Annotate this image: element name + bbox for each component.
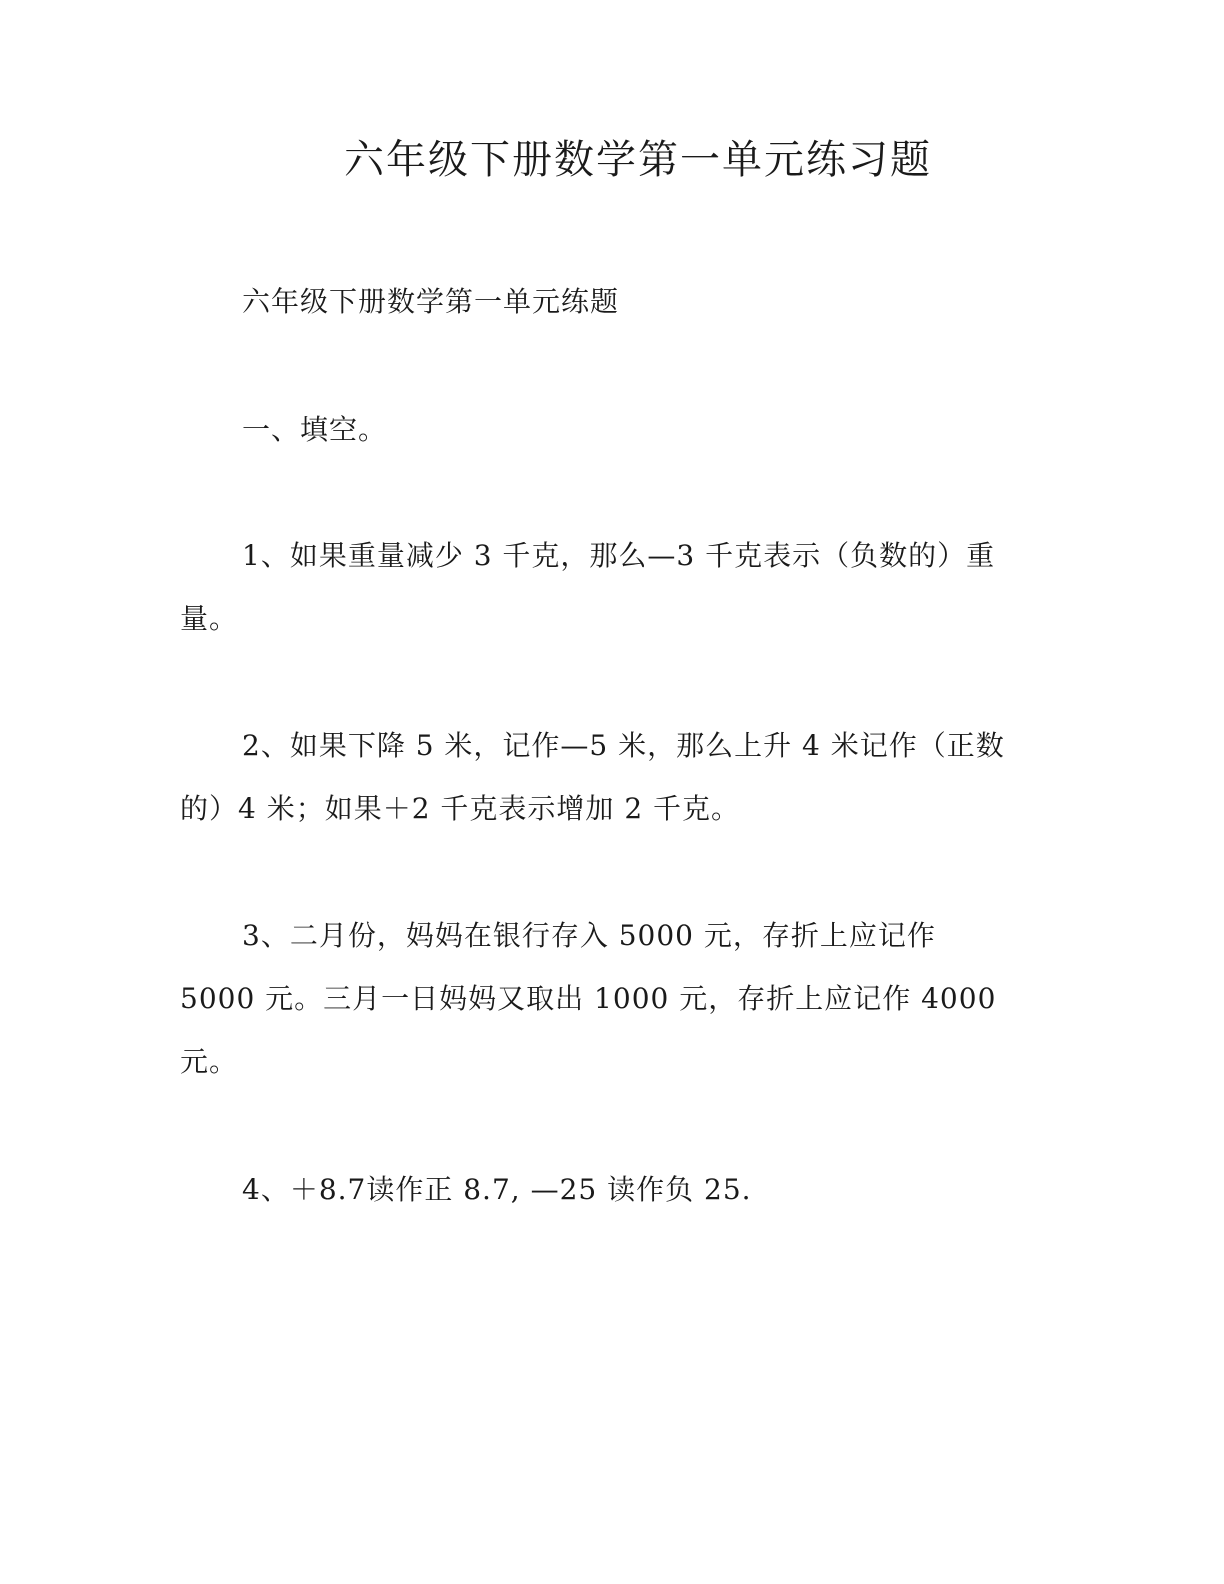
question-1: 1、如果重量减少 3 千克，那么—3 千克表示（负数的）重量。 — [180, 539, 996, 635]
document-title: 六年级下册数学第一单元练习题 — [344, 137, 932, 183]
question-2: 2、如果下降 5 米，记作—5 米，那么上升 4 米记作（正数的）4 米；如果＋2 千克表示增加 2 千克。 — [180, 729, 1005, 825]
question-3: 3、二月份，妈妈在银行存入 5000 元，存折上应记作 5000 元。三月一日妈妈又取出 1000 元，存折上应记作 4000 元。 — [180, 919, 997, 1078]
section-heading: 一、填空。 — [242, 413, 388, 446]
question-4: 4、＋8.7读作正 8.7, —25 读作负 25. — [242, 1173, 752, 1206]
document-subtitle: 六年级下册数学第一单元练题 — [242, 285, 620, 318]
